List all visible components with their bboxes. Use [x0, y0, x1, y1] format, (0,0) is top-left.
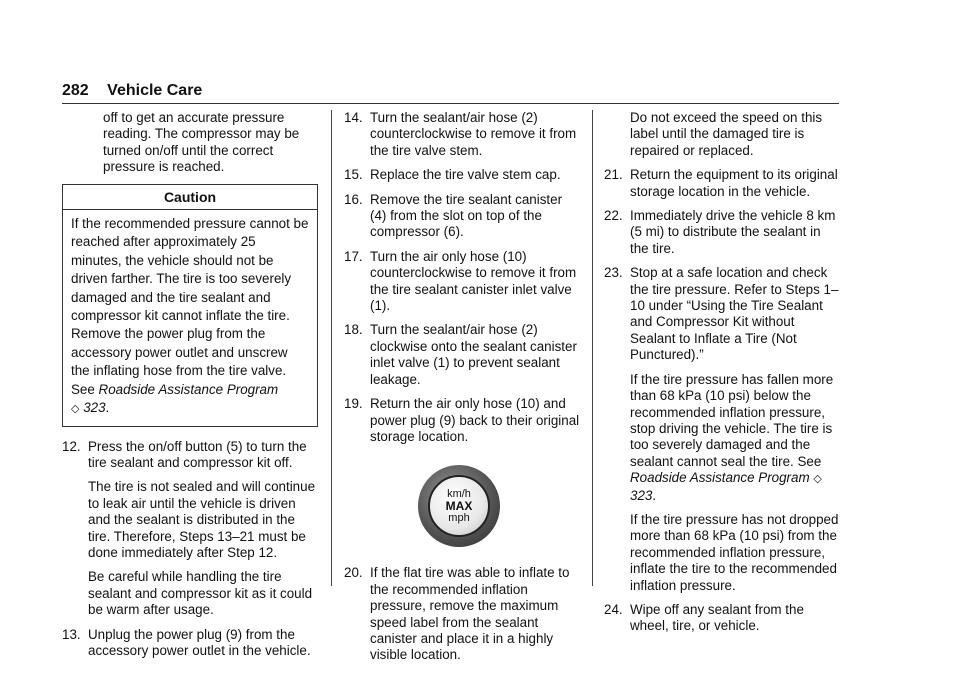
max-speed-label-face — [428, 475, 490, 537]
note-ref-page[interactable]: 323 — [630, 487, 653, 503]
section-title: Vehicle Care — [107, 82, 203, 99]
page-ref-arrow-icon: ◇ — [71, 403, 80, 416]
page-number: 282 — [62, 82, 89, 99]
step-text: If the flat tire was able to inflate to the recommended inflation pressure, remove the maximum speed label from the sealant canister and place it in a highly visible location. — [370, 565, 570, 663]
step-14 — [344, 110, 580, 159]
label-unit-mph: mph — [448, 512, 470, 525]
step-19 — [344, 396, 580, 445]
step-18 — [344, 322, 580, 388]
step-12-note-1: The tire is not sealed and will continue to leak air until the vehicle is driven and the sealant is distributed in the tire. Therefore, Steps 13–21 must be done immediately after Step 12. — [88, 479, 316, 560]
step-text: Turn the sealant/air hose (2) clockwise onto the sealant canister inlet valve (1) to prevent sealant leakage. — [370, 322, 577, 387]
step-24 — [604, 602, 840, 635]
step-text: Replace the tire valve stem cap. — [370, 167, 561, 183]
step-number: 13. — [62, 626, 81, 642]
step-number: 23. — [604, 265, 623, 281]
column-divider-2 — [592, 110, 593, 586]
step-13 — [62, 627, 318, 660]
step-number: 15. — [344, 167, 363, 183]
step-text: Immediately drive the vehicle 8 km (5 mi) to distribute the sealant in the tire. — [630, 208, 836, 256]
intro-paragraph: off to get an accurate pressure reading. The compressor may be turned on/off until the correct pressure is reached. — [103, 110, 300, 175]
caution-end: . — [105, 400, 110, 416]
header-rule — [62, 103, 839, 104]
column-2 — [344, 110, 580, 663]
step-23-note-1 — [604, 372, 840, 504]
step-number: 14. — [344, 110, 363, 125]
max-speed-label-figure — [344, 465, 580, 547]
step-text: Turn the air only hose (10) counterclockwise to remove it from the tire sealant canister inlet valve (1). — [370, 248, 577, 314]
step-text: Remove the tire sealant canister (4) from the slot on top of the compressor (6). — [370, 191, 563, 240]
step-20 — [344, 565, 580, 663]
step-text: Press the on/off button (5) to turn the tire sealant and compressor kit off. — [88, 438, 307, 470]
step-number: 22. — [604, 208, 623, 224]
step-21 — [604, 167, 840, 200]
note-end: . — [652, 487, 657, 503]
step-15 — [344, 167, 580, 183]
step-text: Return the equipment to its original storage location in the vehicle. — [630, 167, 838, 199]
step-number: 12. — [62, 438, 81, 454]
step-number: 18. — [344, 322, 363, 338]
caution-text: If the recommended pressure cannot be reached after approximately 25 minutes, the vehicle should not be driven farther. The tire is too severely damaged and the tire sealant and compressor kit cannot inflate the tire. Remove the power plug from the accessory power outlet and unscrew the inflating hose from the tire valve. See — [71, 216, 309, 397]
label-max: MAX — [445, 499, 473, 514]
step-23 — [604, 265, 840, 363]
step-12 — [62, 439, 318, 472]
column-1 — [62, 110, 318, 658]
step-12-note-2: Be careful while handling the tire sealant and compressor kit as it could be warm after usage. — [88, 569, 313, 618]
step-22 — [604, 208, 840, 257]
column-divider-1 — [331, 110, 332, 586]
caution-ref-page[interactable]: 323 — [83, 400, 106, 416]
caution-ref-link[interactable]: Roadside Assistance Program — [98, 381, 279, 397]
step-number: 21. — [604, 167, 623, 183]
step-number: 24. — [604, 601, 623, 617]
step-text: Wipe off any sealant from the wheel, tire, or vehicle. — [630, 601, 804, 634]
step-20-continued: Do not exceed the speed on this label until the damaged tire is repaired or replaced. — [630, 110, 823, 158]
step-text: Unplug the power plug (9) from the accessory power outlet in the vehicle. — [88, 626, 311, 658]
step-23-note-2: If the tire pressure has not dropped more than 68 kPa (10 psi) from the recommended inflation pressure, inflate the tire to the recommended inflation pressure. — [630, 511, 839, 593]
step-text: Turn the sealant/air hose (2) counterclockwise to remove it from the tire valve stem. — [370, 110, 577, 158]
page-ref-arrow-icon: ◇ — [813, 473, 822, 486]
step-number: 17. — [344, 248, 363, 264]
step-number: 16. — [344, 191, 363, 207]
caution-box — [62, 184, 318, 427]
caution-body — [63, 215, 317, 418]
step-17 — [344, 249, 580, 315]
step-text: Stop at a safe location and check the tire pressure. Refer to Steps 1–10 under “Using the Tire Sealant and Compressor Kit without Sealant to Inflate a Tire (Not Punctured).” — [630, 265, 839, 363]
caution-title: Caution — [63, 185, 317, 210]
note-ref-link[interactable]: Roadside Assistance Program — [630, 470, 810, 486]
page-header — [62, 83, 202, 99]
step-text: Return the air only hose (10) and power plug (9) back to their original storage location. — [370, 396, 580, 444]
step-16 — [344, 192, 580, 241]
step-number: 20. — [344, 565, 363, 581]
column-3 — [604, 110, 840, 634]
note-text: If the tire pressure has fallen more than 68 kPa (10 psi) below the recommended inflation pressure, stop driving the vehicle. The tire is too severely damaged and the sealant cannot seal the tire. See — [630, 371, 834, 469]
step-number: 19. — [344, 396, 363, 412]
label-unit-kmh: km/h — [447, 488, 471, 501]
max-speed-label-icon — [418, 465, 500, 547]
